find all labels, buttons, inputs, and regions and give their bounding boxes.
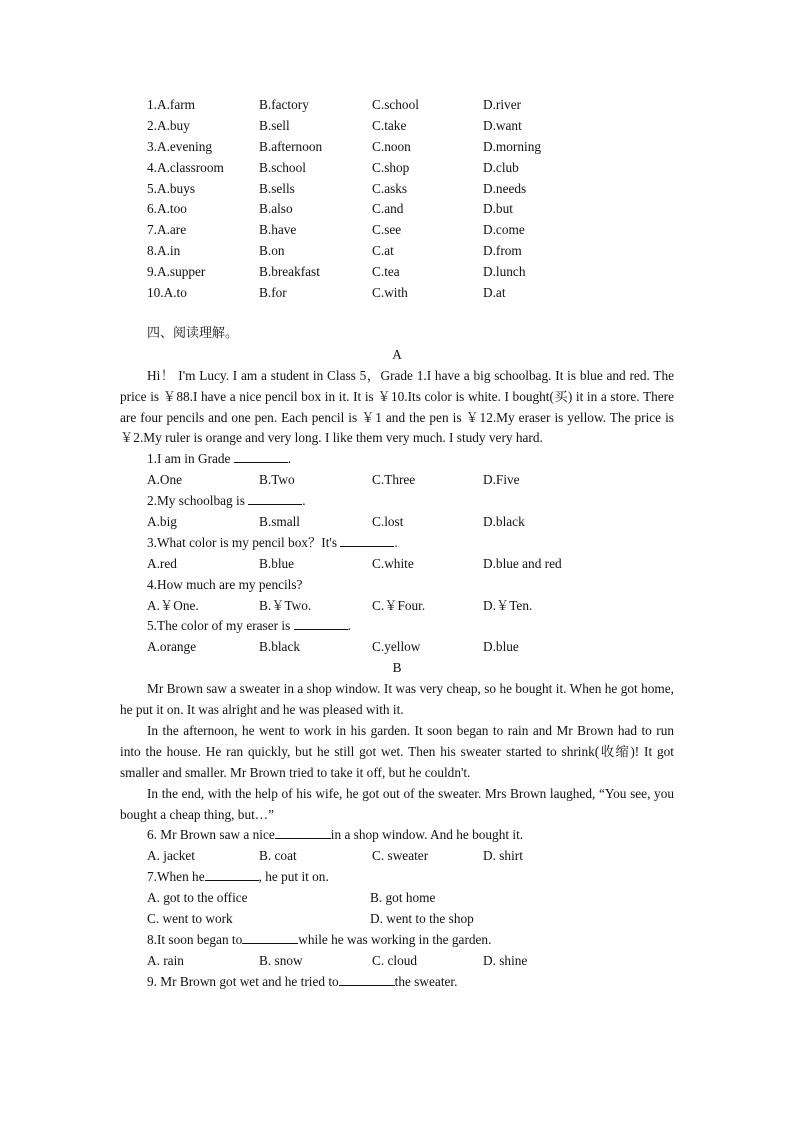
cloze-option[interactable]: C.at	[372, 243, 394, 259]
cloze-option[interactable]: 10.A.to	[147, 285, 187, 301]
option[interactable]: D. went to the shop	[370, 911, 474, 927]
option[interactable]: B.blue	[259, 555, 295, 571]
question-4-options	[120, 596, 674, 617]
question-4-stem	[120, 575, 674, 596]
question-9-after: the sweater.	[394, 973, 458, 989]
question-1-options	[120, 470, 674, 491]
option[interactable]: B.black	[259, 639, 300, 655]
cloze-option[interactable]: C.and	[372, 201, 404, 217]
option[interactable]: B.￥Two.	[259, 597, 312, 613]
answer-blank[interactable]	[242, 930, 298, 944]
cloze-row	[120, 262, 674, 283]
question-9-stem	[120, 972, 674, 993]
cloze-option[interactable]: B.on	[259, 243, 285, 259]
question-8-after: while he was working in the garden.	[298, 931, 492, 947]
cloze-option[interactable]: B.also	[259, 201, 293, 217]
option[interactable]: B. got home	[370, 890, 436, 906]
option[interactable]: C.￥Four.	[372, 597, 426, 613]
option[interactable]: A.big	[147, 513, 177, 529]
worksheet-content	[120, 95, 674, 993]
answer-blank[interactable]	[275, 825, 331, 839]
question-2-options	[120, 512, 674, 533]
option[interactable]: A. got to the office	[147, 890, 248, 906]
cloze-option[interactable]: D.at	[483, 285, 506, 301]
cloze-option[interactable]: 6.A.too	[147, 201, 187, 217]
answer-blank[interactable]	[248, 491, 302, 505]
option[interactable]: C. cloud	[372, 952, 418, 968]
cloze-row	[120, 199, 674, 220]
answer-blank[interactable]	[205, 867, 259, 881]
question-1-stem	[120, 449, 674, 470]
option[interactable]: B.small	[259, 513, 301, 529]
option[interactable]: A.One	[147, 472, 183, 488]
option[interactable]: D.￥Ten.	[483, 597, 533, 613]
cloze-option[interactable]: D.want	[483, 117, 522, 133]
option[interactable]: A. rain	[147, 952, 184, 968]
cloze-option[interactable]: D.come	[483, 222, 525, 238]
cloze-option[interactable]: 9.A.supper	[147, 264, 206, 280]
question-8-stem	[120, 930, 674, 951]
question-7-options-row-1	[120, 888, 674, 909]
passage-b-label: B	[392, 660, 402, 676]
cloze-option[interactable]: D.but	[483, 201, 513, 217]
cloze-option[interactable]: C.asks	[372, 180, 408, 196]
cloze-row	[120, 158, 674, 179]
cloze-option[interactable]: B.breakfast	[259, 264, 320, 280]
question-8-before: 8.It soon began to	[147, 931, 243, 947]
cloze-row	[120, 179, 674, 200]
cloze-option[interactable]: 7.A.are	[147, 222, 187, 238]
answer-blank[interactable]	[294, 616, 348, 630]
option[interactable]: D.Five	[483, 472, 520, 488]
cloze-option[interactable]: B.sell	[259, 117, 290, 133]
cloze-option[interactable]: C.shop	[372, 159, 410, 175]
passage-a-questions	[120, 449, 674, 658]
question-8-options	[120, 951, 674, 972]
question-text-end: .	[287, 451, 292, 467]
question-7-before: 7.When he	[147, 869, 205, 885]
option[interactable]: D. shine	[483, 952, 528, 968]
option[interactable]: C. sweater	[372, 848, 429, 864]
cloze-row	[120, 241, 674, 262]
cloze-options-table	[120, 95, 674, 304]
cloze-option[interactable]: D.needs	[483, 180, 527, 196]
question-6-stem	[120, 825, 674, 846]
option[interactable]: C.lost	[372, 513, 404, 529]
cloze-option[interactable]: C.see	[372, 222, 402, 238]
cloze-option[interactable]: D.club	[483, 159, 519, 175]
option[interactable]: C.white	[372, 555, 414, 571]
option[interactable]: D. shirt	[483, 848, 523, 864]
cloze-option[interactable]: D.lunch	[483, 264, 526, 280]
option[interactable]: C.Three	[372, 472, 416, 488]
question-text: 2.My schoolbag is	[147, 493, 249, 509]
question-text-end: .	[347, 618, 351, 634]
question-5-stem	[120, 616, 674, 637]
question-7-stem	[120, 867, 674, 888]
question-2-stem	[120, 491, 674, 512]
cloze-row	[120, 220, 674, 241]
option[interactable]: A.red	[147, 555, 177, 571]
option[interactable]: C. went to work	[147, 911, 233, 927]
question-7-after: , he put it on.	[258, 869, 329, 885]
question-text: 1.I am in Grade	[147, 451, 234, 467]
question-text: 3.What color is my pencil box？It's	[147, 534, 341, 550]
option[interactable]: A.￥One.	[147, 597, 199, 613]
passage-a-text: Hi！ I'm Lucy. I am a student in Class 5，Grade 1.I have a big schoolbag. It is blue and red. The price is ￥88.I have a nice pencil box in it. It is ￥10.Its color is white. I bought(买) it in a store. There are four pencils and one pen. Each pencil is ￥1 and the pen is ￥12.My eraser is yellow. The price is ￥2.My ruler is orange and very long. I like them very much. I study very hard.	[120, 367, 674, 446]
question-6-before: 6. Mr Brown saw a nice	[147, 827, 275, 843]
cloze-option[interactable]: D.from	[483, 243, 522, 259]
cloze-row	[120, 137, 674, 158]
answer-blank[interactable]	[339, 972, 395, 986]
question-6-after: in a shop window. And he bought it.	[330, 827, 524, 843]
option[interactable]: B. snow	[259, 952, 303, 968]
section-title: 四、阅读理解。	[147, 325, 239, 341]
cloze-option[interactable]: B.sells	[259, 180, 295, 196]
passage-b-paragraph-1: Mr Brown saw a sweater in a shop window. It was very cheap, so he bought it. When he got home, he put it on. It was alright and he was pleased with it.	[120, 681, 674, 718]
cloze-row	[120, 283, 674, 304]
cloze-option[interactable]: B.have	[259, 222, 297, 238]
option[interactable]: A.orange	[147, 639, 197, 655]
question-9-before: 9. Mr Brown got wet and he tried to	[147, 973, 339, 989]
answer-blank[interactable]	[340, 533, 394, 547]
option[interactable]: C.yellow	[372, 639, 421, 655]
question-text-end: .	[302, 493, 306, 509]
passage-b-paragraph-2: In the afternoon, he went to work in his garden. It soon began to rain and Mr Brown had to run into the house. He ran quickly, but he still got wet. Then his sweater started to shrink(收缩)! It got smaller and smaller. Mr Brown tried to take it off, but he couldn't.	[120, 722, 674, 780]
cloze-option[interactable]: 3.A.evening	[147, 138, 212, 154]
cloze-option[interactable]: 8.A.in	[147, 243, 181, 259]
cloze-option[interactable]: D.river	[483, 97, 522, 112]
option[interactable]: A. jacket	[147, 848, 195, 864]
passage-a-label: A	[392, 346, 402, 362]
cloze-option[interactable]: B.school	[259, 159, 306, 175]
question-6-options	[120, 846, 674, 867]
cloze-option[interactable]: D.morning	[483, 138, 541, 154]
cloze-row	[120, 116, 674, 137]
answer-blank[interactable]	[234, 449, 288, 463]
question-7-options-row-2	[120, 909, 674, 930]
option[interactable]: D.blue and red	[483, 555, 562, 571]
cloze-option[interactable]: C.tea	[372, 264, 400, 280]
passage-b-paragraph-3: In the end, with the help of his wife, he got out of the sweater. Mrs Brown laughed, “You see, you bought a cheap thing, but…”	[120, 785, 674, 822]
cloze-row	[120, 95, 674, 116]
cloze-option[interactable]: C.take	[372, 117, 407, 133]
question-text-end: .	[394, 534, 398, 550]
cloze-option[interactable]: B.for	[259, 285, 287, 301]
cloze-option[interactable]: C.with	[372, 285, 408, 301]
cloze-option[interactable]: C.school	[372, 97, 419, 112]
question-5-options	[120, 637, 674, 658]
cloze-option[interactable]: 2.A.buy	[147, 117, 190, 133]
option[interactable]: D.black	[483, 513, 525, 529]
option[interactable]: D.blue	[483, 639, 519, 655]
cloze-option[interactable]: 5.A.buys	[147, 180, 196, 196]
cloze-option[interactable]: 4.A.classroom	[147, 159, 224, 175]
question-3-stem	[120, 533, 674, 554]
question-text: 4.How much are my pencils?	[147, 576, 303, 592]
cloze-option[interactable]: B.factory	[259, 97, 309, 112]
option[interactable]: B. coat	[259, 848, 297, 864]
cloze-option[interactable]: B.afternoon	[259, 138, 323, 154]
cloze-option[interactable]: C.noon	[372, 138, 411, 154]
question-3-options	[120, 554, 674, 575]
option[interactable]: B.Two	[259, 472, 295, 488]
cloze-option[interactable]: 1.A.farm	[147, 97, 195, 112]
question-text: 5.The color of my eraser is	[147, 618, 294, 634]
